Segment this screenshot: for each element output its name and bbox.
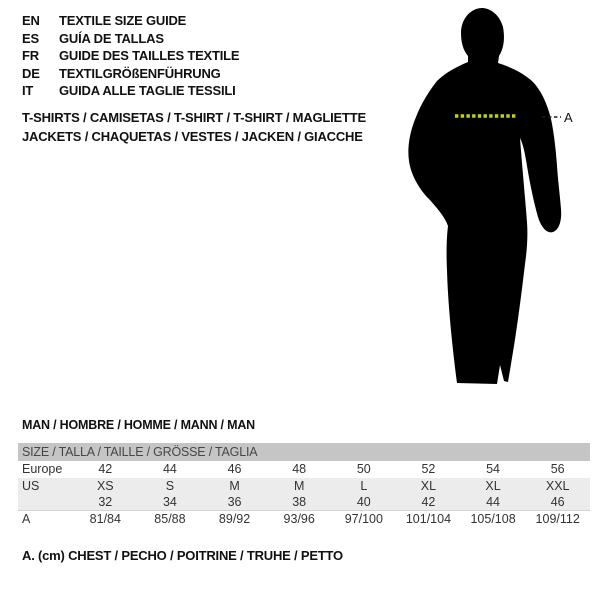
size-cell: 40 [356, 495, 371, 509]
size-cell: 50 [356, 462, 371, 476]
size-cell: 34 [162, 495, 177, 509]
language-title: GUIDA ALLE TAGLIE TESSILI [59, 83, 236, 98]
size-cell: 109/112 [535, 512, 580, 526]
section-title-man: MAN / HOMBRE / HOMME / MANN / MAN [22, 418, 255, 432]
size-cell: 101/104 [405, 512, 452, 526]
size-cell: XL [420, 479, 437, 493]
size-cell: 48 [292, 462, 307, 476]
male-silhouette [408, 8, 561, 384]
language-title: GUIDE DES TAILLES TEXTILE [59, 48, 240, 63]
size-cell: XL [485, 479, 501, 493]
size-cell: M [229, 479, 240, 493]
size-cell: S [165, 479, 175, 493]
size-cell: 44 [486, 495, 501, 509]
table-row-us [18, 478, 590, 494]
row-label: US [22, 479, 40, 493]
language-code: EN [22, 13, 40, 28]
language-title: TEXTILE SIZE GUIDE [59, 13, 187, 28]
size-cell: M [293, 479, 305, 493]
row-label [18, 494, 73, 510]
size-cell: 46 [550, 495, 565, 509]
size-cell: XS [96, 479, 114, 493]
language-code: IT [22, 83, 34, 98]
size-cell: 56 [550, 462, 565, 476]
size-cell: 54 [486, 462, 501, 476]
size-cell: XXL [545, 479, 570, 493]
size-cell: 36 [227, 495, 242, 509]
row-label: Europe [22, 462, 63, 476]
language-code: DE [22, 65, 40, 81]
size-cell: 93/96 [283, 512, 315, 526]
garment-line-jackets: JACKETS / CHAQUETAS / VESTES / JACKEN / GIACCHE [22, 129, 363, 144]
measure-label-a: A [564, 110, 573, 125]
size-table [18, 443, 590, 528]
language-title: GUÍA DE TALLAS [59, 30, 164, 46]
size-cell: 42 [421, 495, 436, 509]
language-code: ES [22, 30, 39, 46]
size-cell: L [360, 479, 368, 493]
table-row-chest-a [18, 511, 590, 528]
garment-line-tshirts: T-SHIRTS / CAMISETAS / T-SHIRT / T-SHIRT / MAGLIETTE [22, 110, 366, 125]
size-cell: 81/84 [89, 512, 121, 526]
size-cell: 52 [421, 462, 436, 476]
language-code: FR [22, 48, 39, 63]
size-cell: 42 [98, 462, 113, 476]
size-cell: 44 [162, 462, 177, 476]
table-row-us-numeric [18, 494, 590, 511]
row-label: A [22, 512, 31, 526]
size-table-header: SIZE / TALLA / TAILLE / GRÖSSE / TAGLIA [18, 443, 590, 461]
table-row-europe [18, 461, 590, 478]
size-cell: 46 [227, 462, 242, 476]
size-cell: 105/108 [470, 512, 516, 526]
measurement-footnote: A. (cm) CHEST / PECHO / POITRINE / TRUHE / PETTO [22, 548, 343, 563]
size-cell: 97/100 [344, 512, 383, 526]
language-title: TEXTILGRÖßENFÜHRUNG [59, 65, 221, 81]
size-cell: 85/88 [154, 512, 186, 526]
size-cell: 32 [98, 495, 113, 509]
size-cell: 38 [292, 495, 307, 509]
size-cell: 89/92 [218, 512, 251, 526]
